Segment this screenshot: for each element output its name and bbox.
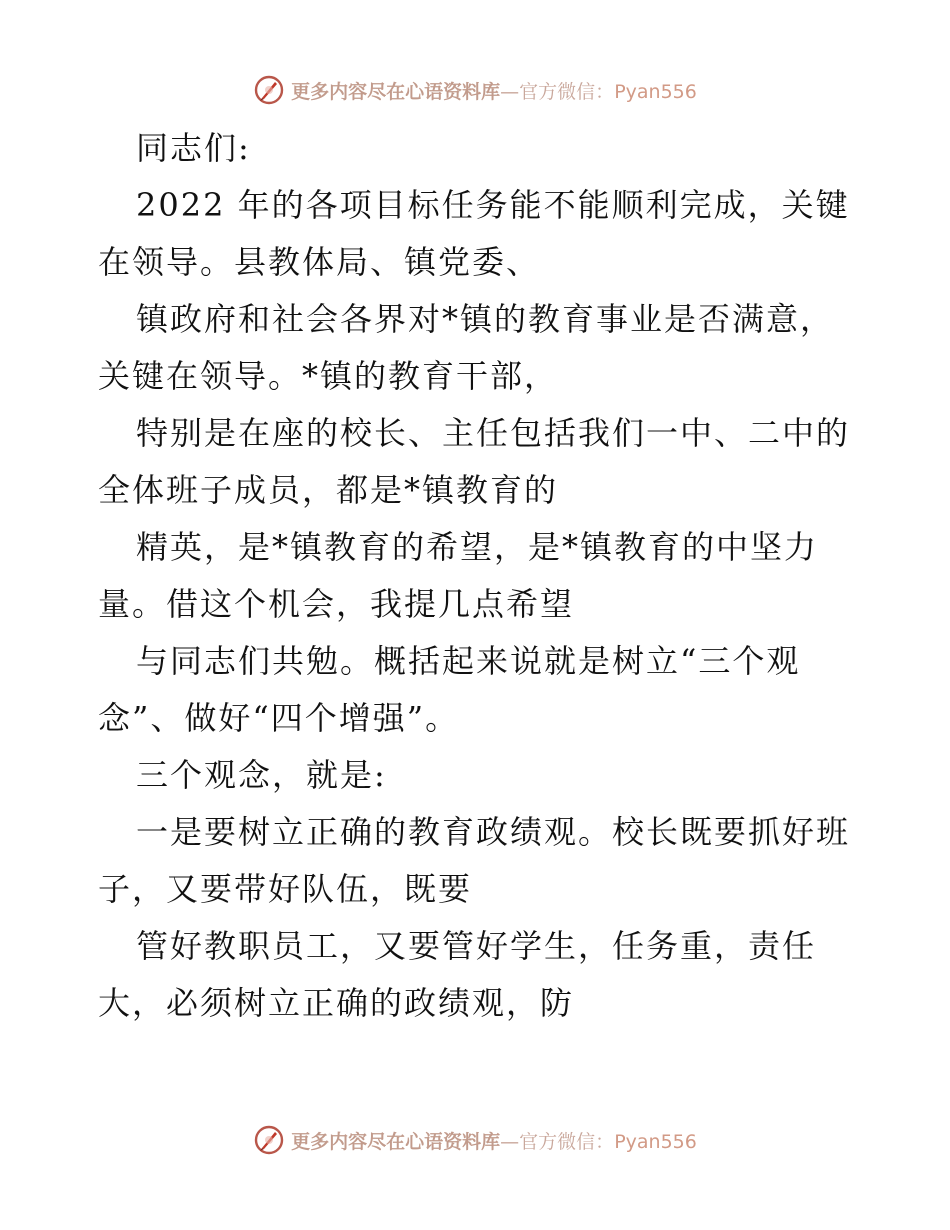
text-line: 与同志们共勉。概括起来说就是树立“三个观 — [136, 642, 801, 680]
page-footer — [0, 1120, 950, 1160]
header-separator: — — [500, 80, 520, 103]
quill-logo-icon — [253, 74, 285, 106]
header-brand: 更多内容尽在心语资料库 — [291, 80, 501, 103]
text-line: 镇政府和社会各界对*镇的教育事业是否满意， — [136, 300, 835, 338]
text-line: 念”、做好“四个增强”。 — [98, 699, 460, 737]
text-line: 关键在领导。*镇的教育干部， — [98, 357, 559, 395]
text-line: 同志们: — [136, 129, 251, 167]
text-line: 大，必须树立正确的政绩观，防 — [98, 984, 575, 1022]
footer-wechat-id: Pyan556 — [614, 1130, 697, 1153]
text-line: 精英，是*镇教育的希望，是*镇教育的中坚力 — [136, 528, 819, 566]
page-header — [0, 70, 950, 110]
document-body — [98, 120, 858, 1032]
text-line: 子，又要带好队伍，既要 — [98, 870, 473, 908]
text-line: 量。借这个机会，我提几点希望 — [98, 585, 575, 623]
footer-official: 官方微信： — [519, 1130, 615, 1153]
header-official: 官方微信： — [519, 80, 615, 103]
text-line: 一是要树立正确的教育政绩观。校长既要抓好班 — [136, 813, 851, 851]
text-line: 2022 年的各项目标任务能不能顺利完成，关键 — [136, 186, 850, 224]
text-line: 管好教职员工，又要管好学生，任务重，责任 — [136, 927, 817, 965]
header-text — [291, 77, 697, 104]
text-line: 全体班子成员，都是*镇教育的 — [98, 471, 559, 509]
header-wechat-id: Pyan556 — [614, 80, 697, 103]
footer-brand: 更多内容尽在心语资料库 — [291, 1130, 501, 1153]
quill-logo-icon — [253, 1124, 285, 1156]
footer-separator: — — [500, 1130, 520, 1153]
text-line: 在领导。县教体局、镇党委、 — [98, 243, 541, 281]
text-line: 特别是在座的校长、主任包括我们一中、二中的 — [136, 414, 851, 452]
text-line: 三个观念，就是: — [136, 756, 387, 794]
footer-text — [291, 1127, 697, 1154]
